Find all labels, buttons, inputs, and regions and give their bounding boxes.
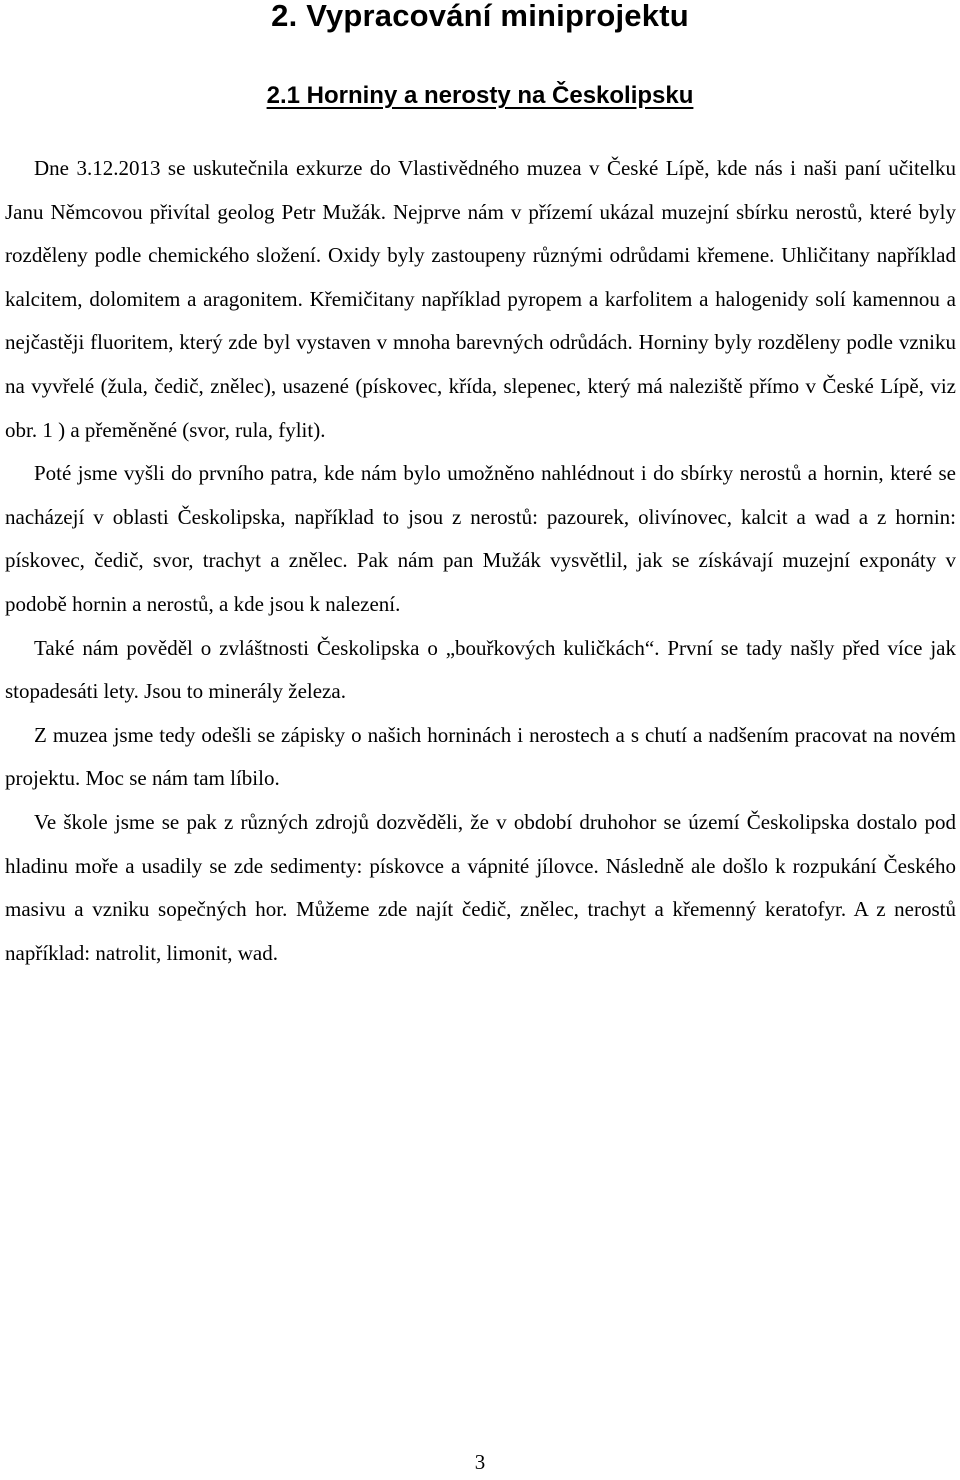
paragraph-leaving-museum: Z muzea jsme tedy odešli se zápisky o našich horninách i nerostech a s chutí a nadšením pracovat na novém projektu. Moc se nám tam líbilo. [5, 722, 956, 791]
paragraph-first-floor: Poté jsme vyšli do prvního patra, kde nám bylo umožněno nahlédnout i do sbírky nerostů a hornin, které se nacházejí v oblasti Českolipska, například to jsou z nerostů: pazourek, olivínovec, kalcit a wad a z hornin: pískovec, čedič, svor, trachyt a znělec. Pak nám pan Mužák vysvětlil, jak se získávají muzejní exponáty v podobě hornin a nerostů, a kde jsou k nalezení. [5, 461, 956, 616]
page-number: 3 [474, 1450, 486, 1474]
body-text [5, 147, 956, 975]
paragraph-museum-visit: Dne 3.12.2013 se uskutečnila exkurze do Vlastivědného muzea v České Lípě, kde nás i naši paní učitelku Janu Němcovou přivítal geolog Petr Mužák. Nejprve nám v přízemí ukázal muzejní sbírku nerostů, které byly rozděleny podle chemického složení. Oxidy byly zastoupeny různými odrůdami křemene. Uhličitany například kalcitem, dolomitem a aragonitem. Křemičitany například pyropem a karfolitem a halogenidy solí kamennou a nejčastěji fluoritem, který zde byl vystaven v mnoha barevných odrůdách. Horniny byly rozděleny podle vzniku na vyvřelé (žula, čedič, znělec), usazené (pískovec, křída, slepenec, který má naleziště přímo v České Lípě, viz obr. 1 ) a přeměněné (svor, rula, fylit). [5, 156, 956, 442]
paragraph-storm-balls: Také nám pověděl o zvláštnosti Českolipska o „bouřkových kuličkách“. První se tady našly před více jak stopadesáti lety. Jsou to minerály železa. [5, 635, 956, 704]
chapter-title: 2. Vypracování miniprojektu [271, 0, 689, 33]
section-title: 2.1 Horniny a nerosty na Českolipsku [266, 82, 694, 109]
paragraph-school-research: Ve škole jsme se pak z různých zdrojů dozvěděli, že v období druhohor se území Českolipska dostalo pod hladinu moře a usadily se zde sedimenty: pískovce a vápnité jílovce. Následně ale došlo k rozpukání Českého masivu a vzniku sopečných hor. Můžeme zde najít čedič, znělec, trachyt a křemenný keratofyr. A z nerostů například: natrolit, limonit, wad. [5, 809, 956, 965]
